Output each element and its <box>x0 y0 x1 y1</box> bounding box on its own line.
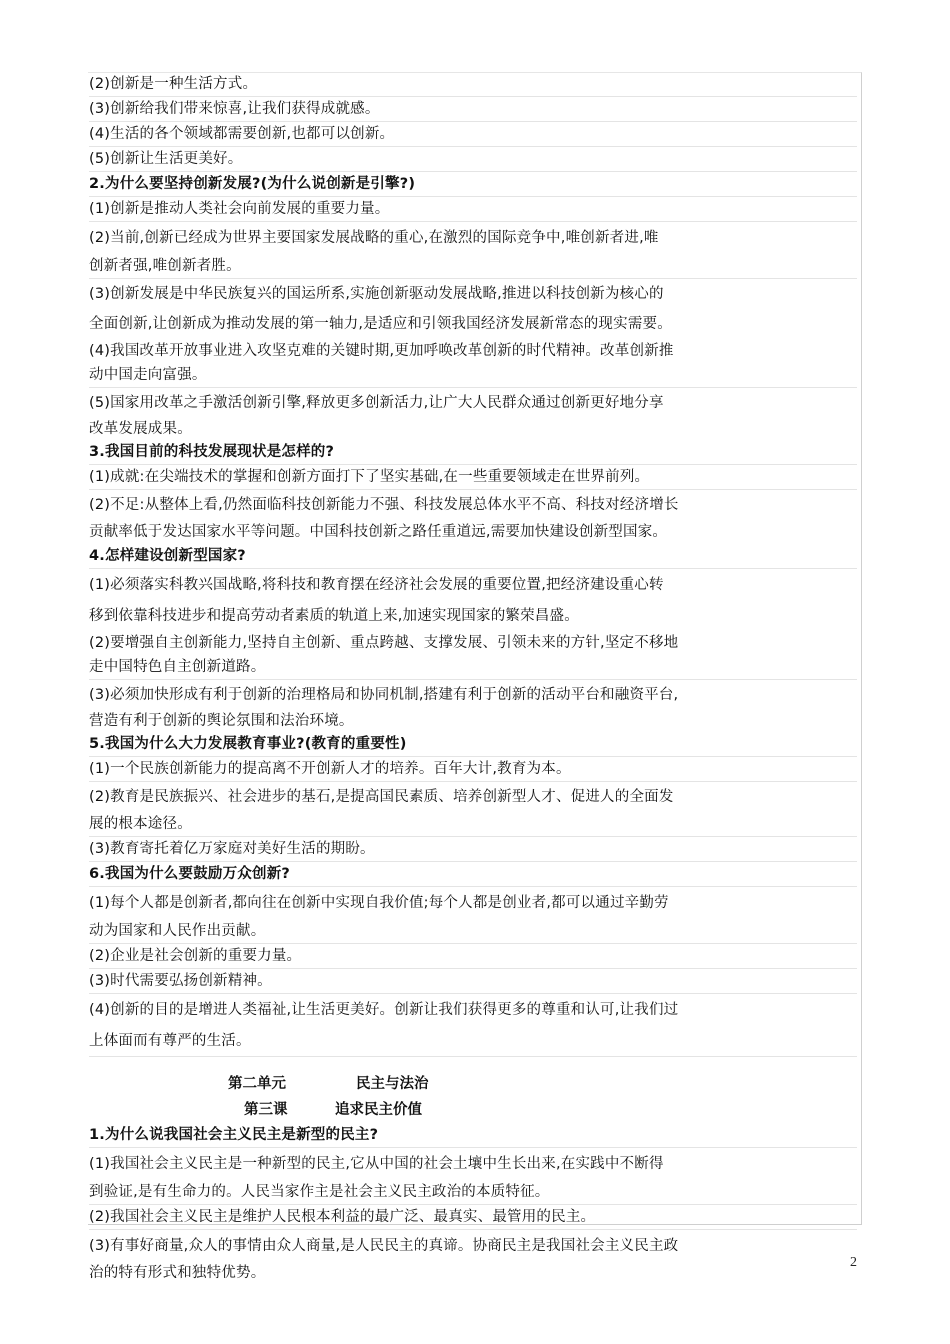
answer-line: 治的特有形式和独特优势。 <box>89 1265 266 1281</box>
question-heading: 4.怎样建设创新型国家? <box>89 544 857 569</box>
answer-line: (2)不足:从整体上看,仍然面临科技创新能力不强、科技发展总体水平不高、科技对经济增长 <box>89 497 679 513</box>
lesson-name: 追求民主价值 <box>335 1102 422 1118</box>
answer-line: (4)创新的目的是增进人类福祉,让生活更美好。创新让我们获得更多的尊重和认可,让我们过 <box>89 1002 679 1018</box>
answer-line: 全面创新,让创新成为推动发展的第一轴力,是适应和引领我国经济发展新常态的现实需要。 <box>89 316 672 332</box>
question-heading: 6.我国为什么要鼓励万众创新? <box>89 862 857 887</box>
answer-line: (4)我国改革开放事业进入攻坚克难的关键时期,更加呼唤改革创新的时代精神。改革创新推 <box>89 343 674 359</box>
answer-line: (3)有事好商量,众人的事情由众人商量,是人民民主的真谛。协商民主是我国社会主义民主政 <box>89 1238 679 1254</box>
answer-line: (3)教育寄托着亿万家庭对美好生活的期盼。 <box>89 837 857 862</box>
document-body <box>89 72 857 1284</box>
answer-line: 创新者强,唯创新者胜。 <box>89 254 857 279</box>
answer-line: (2)教育是民族振兴、社会进步的基石,是提高国民素质、培养创新型人才、促进人的全面发 <box>89 789 674 805</box>
answer-line: 营造有利于创新的舆论氛围和法治环境。 <box>89 713 354 729</box>
list-item: (4)生活的各个领域都需要创新,也都可以创新。 <box>89 122 857 147</box>
question-heading: 3.我国目前的科技发展现状是怎样的? <box>89 440 857 465</box>
answer-line: (1)一个民族创新能力的提高离不开创新人才的培养。百年大计,教育为本。 <box>89 757 857 782</box>
lesson-number: 第三课 <box>244 1102 288 1118</box>
question-heading: 2.为什么要坚持创新发展?(为什么说创新是引擎?) <box>89 172 857 197</box>
answer-line: (3)时代需要弘扬创新精神。 <box>89 969 857 994</box>
answer-line: (1)每个人都是创新者,都向往在创新中实现自我价值;每个人都是创业者,都可以通过辛勤劳 <box>89 895 669 911</box>
answer-line: (5)国家用改革之手激活创新引擎,释放更多创新活力,让广大人民群众通过创新更好地分享 <box>89 395 664 411</box>
answer-line: (2)我国社会主义民主是维护人民根本利益的最广泛、最真实、最管用的民主。 <box>89 1205 857 1230</box>
unit-number: 第二单元 <box>228 1076 286 1092</box>
question-heading: 1.为什么说我国社会主义民主是新型的民主? <box>89 1123 857 1148</box>
list-item: (5)创新让生活更美好。 <box>89 147 857 172</box>
answer-line: 动中国走向富强。 <box>89 363 857 388</box>
list-item: (2)创新是一种生活方式。 <box>89 72 857 97</box>
answer-line: 走中国特色自主创新道路。 <box>89 655 857 680</box>
unit-name: 民主与法治 <box>356 1076 429 1092</box>
answer-line: (2)要增强自主创新能力,坚持自主创新、重点跨越、支撑发展、引领未来的方针,坚定不移地 <box>89 635 679 651</box>
answer-line: (1)必须落实科教兴国战略,将科技和教育摆在经济社会发展的重要位置,把经济建设重心转 <box>89 577 664 593</box>
list-item: (3)创新给我们带来惊喜,让我们获得成就感。 <box>89 97 857 122</box>
answer-line: (1)创新是推动人类社会向前发展的重要力量。 <box>89 197 857 222</box>
answer-line: (1)成就:在尖端技术的掌握和创新方面打下了坚实基础,在一些重要领域走在世界前列。 <box>89 465 857 490</box>
answer-line: 上体面而有尊严的生活。 <box>89 1026 857 1057</box>
unit-title <box>89 1071 857 1097</box>
answer-line: (2)企业是社会创新的重要力量。 <box>89 944 857 969</box>
answer-line: 展的根本途径。 <box>89 812 857 837</box>
answer-line: 贡献率低于发达国家水平等问题。中国科技创新之路任重道远,需要加快建设创新型国家。 <box>89 524 668 540</box>
answer-line: 到验证,是有生命力的。人民当家作主是社会主义民主政治的本质特征。 <box>89 1180 857 1205</box>
answer-line: 改革发展成果。 <box>89 421 192 437</box>
answer-line: 动为国家和人民作出贡献。 <box>89 919 857 944</box>
answer-line: (3)创新发展是中华民族复兴的国运所系,实施创新驱动发展战略,推进以科技创新为核心的 <box>89 286 664 302</box>
answer-line: 移到依靠科技进步和提高劳动者素质的轨道上来,加速实现国家的繁荣昌盛。 <box>89 608 579 624</box>
page-number: 2 <box>850 1255 857 1270</box>
answer-line: (3)必须加快形成有利于创新的治理格局和协同机制,搭建有利于创新的活动平台和融资平台, <box>89 687 679 703</box>
lesson-title <box>89 1097 857 1123</box>
question-heading: 5.我国为什么大力发展教育事业?(教育的重要性) <box>89 732 857 757</box>
answer-line: (1)我国社会主义民主是一种新型的民主,它从中国的社会土壤中生长出来,在实践中不断得 <box>89 1156 664 1172</box>
answer-line: (2)当前,创新已经成为世界主要国家发展战略的重心,在激烈的国际竞争中,唯创新者进,唯 <box>89 230 659 246</box>
